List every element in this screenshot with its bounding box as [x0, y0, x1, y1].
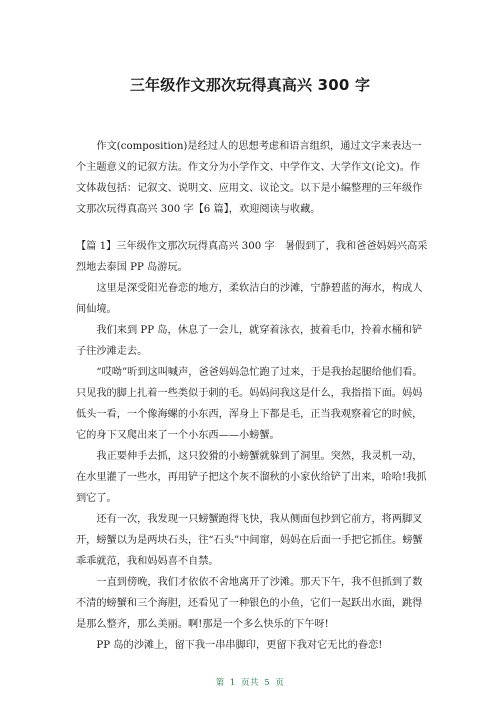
footer-prefix: 第: [215, 678, 225, 688]
footer-middle: 页共: [240, 678, 259, 688]
article-paragraph: PP 岛的沙滩上，留下我一串串脚印，更留下我对它无比的眷恋!: [96, 640, 383, 651]
article-paragraph: 还有一次，我发现一只螃蟹跑得飞快，我从侧面包抄到它前方，将两脚叉开，螃蟹以为是两块石头，往“石头”中间窜，妈妈在后面一手把它抓住。螃蟹乖乖就范，我和妈妈喜不自禁。: [76, 514, 423, 567]
article-paragraph: 我们来到 PP 岛，休息了一会儿，就穿着泳衣，披着毛巾，拎着水桶和铲子往沙滩走去。: [76, 325, 423, 357]
article-paragraph: 这里是深受阳光眷恋的地方，柔软洁白的沙滩，宁静碧蓝的海水，构成人间仙境。: [76, 283, 423, 315]
article-paragraph: 一直到傍晚，我们才依依不舍地离开了沙滩。那天下午，我不但抓到了数不清的螃蟹和三个海胆，还看见了一种银色的小鱼，它们一起跃出水面，跳得是那么整齐，那么美丽。啊!那是一个多么快乐的下午呀!: [76, 577, 423, 630]
article-paragraph: 我正要伸手去抓，这只狡猾的小螃蟹就躲到了洞里。突然，我灵机一动，在水里灌了一些水，再用铲子把这个灰不溜秋的小家伙给铲了出来，哈哈!我抓到它了。: [76, 451, 427, 504]
page-footer: [0, 676, 500, 688]
intro-paragraph: 作文(composition)是经过人的思想考虑和语言组织，通过文字来表达一个主题意义的记叙方法。作文分为小学作文、中学作文、大学作文(论文)。作文体裁包括：记叙文、说明文、应用文、议论文。以下是小编整理的三年级作文那次玩得真高兴 300 字【6 篇】，欢迎阅读与收藏。: [76, 141, 423, 215]
footer-page-number: 1: [229, 678, 236, 688]
article-body: [76, 236, 428, 656]
article-paragraph: “哎呦”听到这叫喊声，爸爸妈妈急忙跑了过来，于是我抬起腿给他们看。只见我的脚上扎着一些类似于刺的毛。妈妈问我这是什么，我指指下面。妈妈低头一看，一个像海螺的小东西，浑身上下都是毛，正当我观察着它的时候，它的身下又爬出来了一个小东西——小螃蟹。: [76, 367, 423, 441]
footer-total-pages: 5: [264, 678, 271, 688]
footer-suffix: 页: [275, 678, 285, 688]
document-title: 三年级作文那次玩得真高兴 300 字: [129, 76, 371, 94]
article-paragraph: 【篇 1】三年级作文那次玩得真高兴 300 字 暑假到了，我和爸爸妈妈兴高采烈地去泰国 PP 岛游玩。: [76, 241, 428, 273]
